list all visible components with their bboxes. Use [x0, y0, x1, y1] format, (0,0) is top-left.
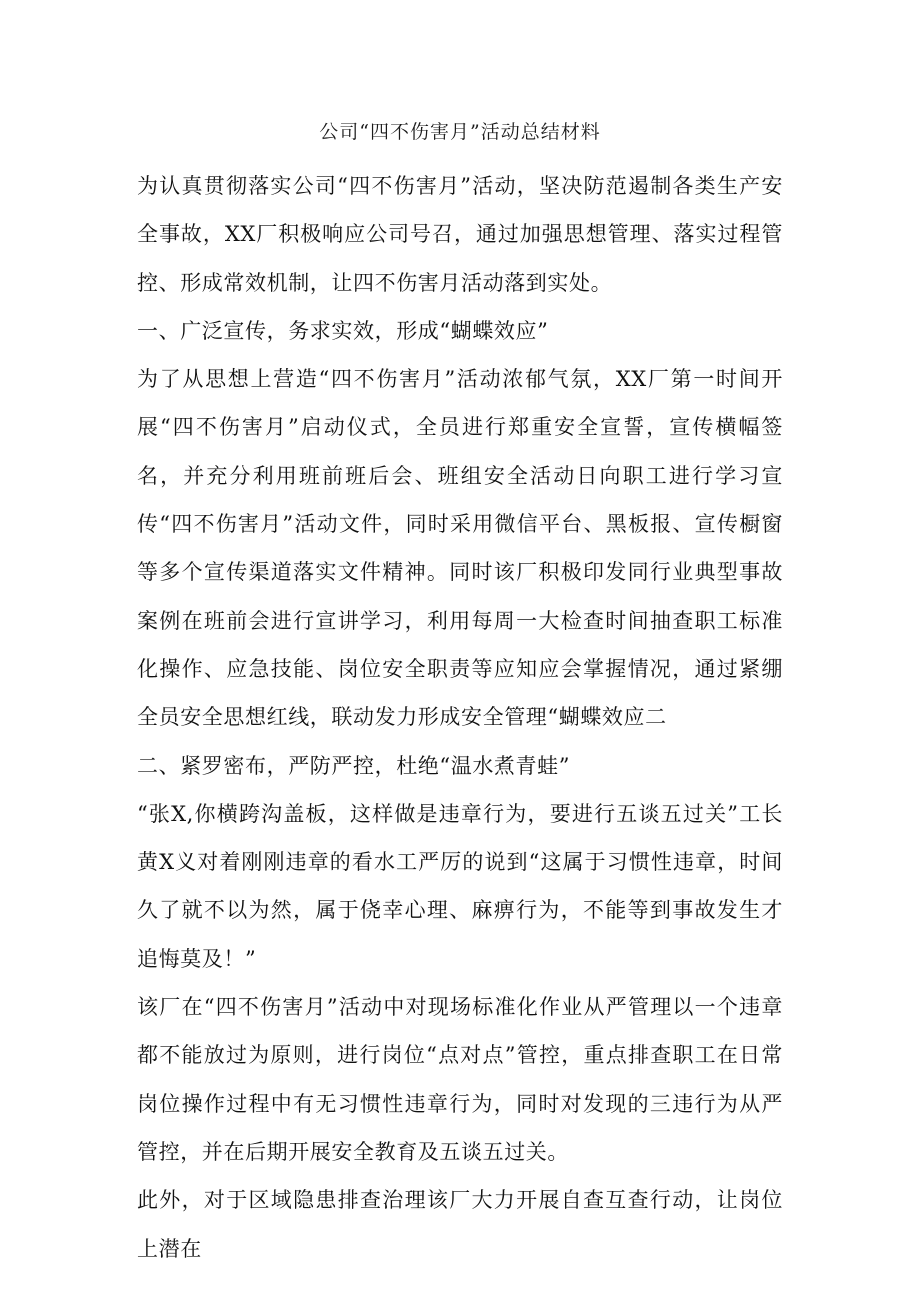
- section-heading-2: 二、紧罗密布，严防严控，杜绝“温水煮青蛙”: [137, 753, 571, 778]
- section-2-continuation-paragraph: 此外，对于区域隐患排查治理该厂大力开展自查互查行动，让岗位上潜在: [137, 1188, 783, 1261]
- document-body: [137, 162, 783, 1273]
- section-1-paragraph: 为了从思想上营造“四不伤害月”活动浓郁气氛，XX厂第一时间开展“四不伤害月”启动仪式，全员进行郑重安全宣誓，宣传横幅签名，并充分利用班前班后会、班组安全活动日向职工进行学习宣传“四不伤害月”活动文件，同时采用微信平台、黑板报、宣传橱窗等多个宣传渠道落实文件精神。同时该厂积极印发同行业典型事故案例在班前会进行宣讲学习，利用每周一大检查时间抽查职工标准化操作、应急技能、岗位安全职责等应知应会掌握情况，通过紧绷全员安全思想红线，联动发力形成安全管理“蝴蝶效应二: [137, 367, 783, 730]
- document-title: 公司“四不伤害月”活动总结材料: [319, 121, 601, 143]
- section-heading-1: 一、广泛宣传，务求实效，形成“蝴蝶效应”: [137, 318, 549, 343]
- section-2-quote-paragraph: “张X,你横跨沟盖板，这样做是违章行为，要进行五谈五过关”工长黄X义对着刚刚违章的看水工严厉的说到“这属于习惯性违章，时间久了就不以为然，属于侥幸心理、麻痹行为，不能等到事故发生才追悔莫及！”: [137, 801, 783, 971]
- section-2-paragraph: 该厂在“四不伤害月”活动中对现场标准化作业从严管理以一个违章都不能放过为原则，进行岗位“点对点”管控，重点排查职工在日常岗位操作过程中有无习惯性违章行为，同时对发现的三违行为从严管控，并在后期开展安全教育及五谈五过关。: [137, 995, 783, 1164]
- intro-paragraph: 为认真贯彻落实公司“四不伤害月”活动，坚决防范遏制各类生产安全事故，XX厂积极响应公司号召，通过加强思想管理、落实过程管控、形成常效机制，让四不伤害月活动落到实处。: [137, 174, 783, 295]
